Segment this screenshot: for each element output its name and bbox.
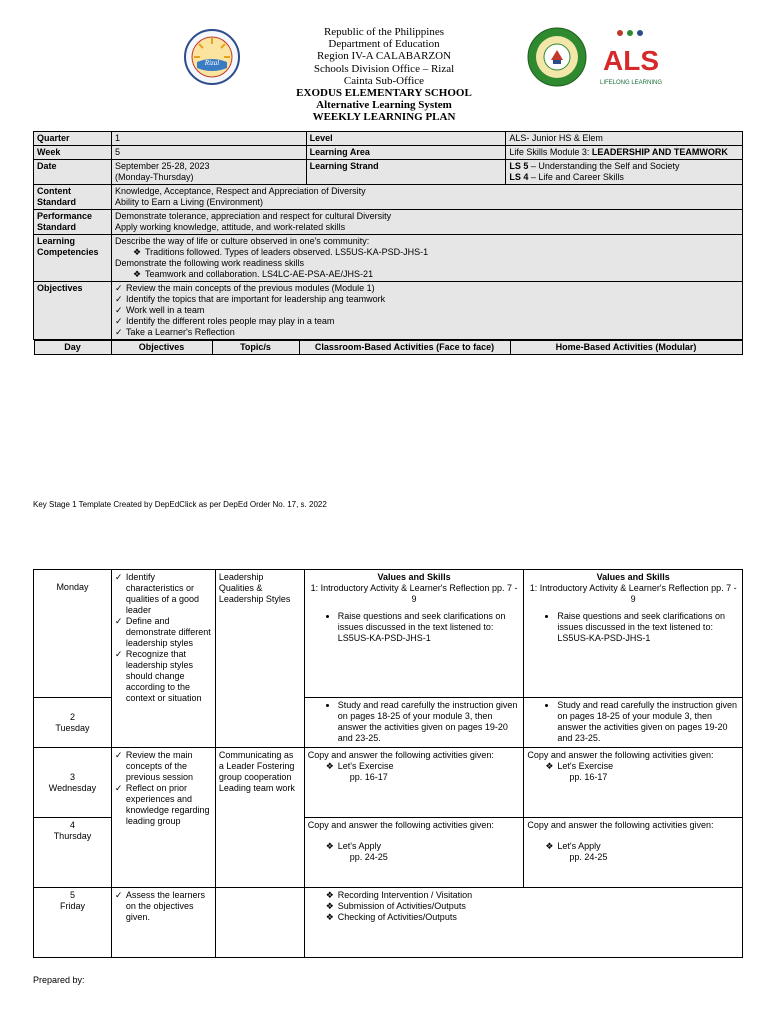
strand-code: LS 5 — [509, 161, 529, 171]
content-standard-row — [34, 185, 743, 210]
objectives-value — [111, 282, 742, 340]
col-topics: Topic/s — [212, 341, 299, 355]
quarter-label: Quarter — [34, 132, 112, 146]
schedule-header-wrap — [34, 340, 743, 356]
day-wednesday — [34, 748, 112, 818]
objective-item: ✓ Take a Learner's Reflection — [115, 327, 739, 338]
area-value — [506, 146, 743, 160]
objectives-list — [115, 890, 212, 923]
activity-title: Values and Skills — [596, 572, 670, 582]
weekly-plan-info-table — [33, 131, 743, 355]
wednesday-classroom — [304, 748, 524, 818]
activity-item: ❖ Checking of Activities/Outputs — [326, 912, 739, 923]
wednesday-thursday-topic: Communicating as a Leader Fostering group cooperation Leading team work — [215, 748, 304, 888]
objective-item: ✓ Recognize that leadership styles should change according to the context or situation — [115, 649, 212, 704]
wednesday-row — [34, 748, 743, 818]
strand-text: – Life and Career Skills — [528, 172, 624, 182]
competency-sublist — [115, 269, 739, 280]
header-line: Republic of the Philippines — [323, 26, 445, 38]
tuesday-home — [524, 698, 743, 748]
seal-text: Rizal — [204, 59, 220, 67]
schedule-header-row — [34, 340, 743, 356]
date-label: Date — [34, 160, 112, 185]
day-number: 4 — [69, 820, 75, 830]
objectives-list — [115, 572, 212, 704]
objectives-label: Objectives — [34, 282, 112, 340]
day-thursday — [34, 818, 112, 888]
content-standard-line: Ability to Earn a Living (Environment) — [114, 197, 264, 207]
level-value: ALS- Junior HS & Elem — [506, 132, 743, 146]
day-label: Wednesday — [48, 782, 97, 793]
day-friday — [34, 888, 112, 958]
activity-subtitle: 1: Introductory Activity & Learner's Reflection pp. 7 - 9 — [310, 583, 518, 604]
monday-classroom — [304, 570, 524, 698]
objective-item: ✓ Identify characteristics or qualities of a good leader — [115, 572, 212, 616]
program-name: Alternative Learning System — [316, 99, 452, 112]
activity-item: ❖ Submission of Activities/Outputs — [326, 901, 739, 912]
week-label: Week — [34, 146, 112, 160]
objective-item: ✓ Assess the learners on the objectives given. — [115, 890, 212, 923]
day-tuesday — [34, 698, 112, 748]
quarter-value: 1 — [111, 132, 306, 146]
friday-topic — [215, 888, 304, 958]
activity-list — [308, 761, 521, 772]
area-label: Learning Area — [306, 146, 506, 160]
performance-standard-value — [111, 210, 742, 235]
activity-pages: pp. 16-17 — [569, 772, 608, 782]
als-logo — [600, 26, 662, 88]
als-logo-caption: LIFELONG LEARNING — [600, 80, 662, 86]
activity-item: ❖ Recording Intervention / Visitation — [326, 890, 739, 901]
col-day: Day — [34, 341, 111, 355]
performance-standard-line: Apply working knowledge, attitude, and work-related skills — [114, 222, 346, 232]
als-logo-text: ALS — [603, 45, 659, 76]
header-line: Schools Division Office – Rizal — [313, 62, 455, 75]
activity-instruction: Copy and answer the following activities given: — [307, 820, 494, 830]
objective-item: ✓ Review the main concepts of the previous session — [115, 750, 212, 783]
activity-list — [527, 841, 739, 852]
content-standard-value — [111, 185, 742, 210]
plan-title: WEEKLY LEARNING PLAN — [312, 111, 456, 124]
activity-item: ❖ Let's Exercise — [326, 761, 521, 772]
objectives-row — [34, 282, 743, 340]
content-standard-label: Content Standard — [34, 185, 112, 210]
activity-instruction: Copy and answer the following activities given: — [307, 750, 494, 760]
header-text — [250, 26, 518, 124]
friday-activities — [304, 888, 742, 958]
strand-label: Learning Strand — [306, 160, 506, 185]
activity-item: • Study and read carefully the instruction given on pages 18-25 of your module 3, then answer the activities given on pages 19-20 and 23-25. — [557, 700, 739, 744]
friday-objectives — [111, 888, 215, 958]
activity-instruction: Copy and answer the following activities given: — [527, 750, 714, 760]
day-number: 5 — [69, 890, 75, 900]
activity-title: Values and Skills — [377, 572, 451, 582]
week-value: 5 — [111, 146, 306, 160]
competencies-label: Learning Competencies — [34, 235, 112, 282]
objective-item: ✓ Define and demonstrate different leadership styles — [115, 616, 212, 649]
monday-tuesday-topic: Leadership Qualities & Leadership Styles — [215, 570, 304, 748]
tuesday-classroom — [304, 698, 524, 748]
activity-pages: pp. 24-25 — [569, 852, 608, 862]
activity-item: • Raise questions and seek clarifications on issues discussed in the text listened to: LS5US-KA-PSD-JHS-1 — [338, 611, 521, 644]
competency-item: ❖ Teamwork and collaboration. LS4LC-AE-PSA-AE/JHS-21 — [133, 269, 739, 280]
competency-sublist — [115, 247, 739, 258]
rizal-seal-logo — [183, 28, 241, 86]
activity-instruction: Copy and answer the following activities given: — [527, 820, 714, 830]
date-line: (Monday-Thursday) — [114, 172, 194, 182]
day-label: Monday — [56, 582, 89, 592]
area-title: LEADERSHIP AND TEAMWORK — [591, 147, 728, 157]
wednesday-home — [524, 748, 743, 818]
activity-list — [527, 761, 739, 772]
prepared-by: Prepared by: — [33, 975, 85, 985]
competency-line: Demonstrate the following work readiness skills — [114, 258, 305, 268]
header-line: Region IV-A CALABARZON — [316, 50, 452, 63]
performance-standard-label: Performance Standard — [34, 210, 112, 235]
strand-text: – Understanding the Self and Society — [528, 161, 680, 171]
activity-pages: pp. 24-25 — [349, 852, 388, 862]
performance-standard-line: Demonstrate tolerance, appreciation and respect for cultural Diversity — [114, 211, 392, 221]
day-number: 3 — [69, 771, 75, 782]
strand-line — [509, 172, 739, 183]
activity-list — [308, 611, 521, 644]
strand-line — [509, 161, 739, 172]
thursday-classroom — [304, 818, 524, 888]
day-monday — [34, 570, 112, 698]
col-objectives: Objectives — [111, 341, 212, 355]
day-label: Tuesday — [55, 722, 90, 733]
activity-pages: pp. 16-17 — [349, 772, 388, 782]
date-row — [34, 160, 743, 185]
performance-standard-row — [34, 210, 743, 235]
header-line: Cainta Sub-Office — [343, 74, 425, 87]
area-prefix: Life Skills Module 3: — [509, 147, 592, 157]
activity-subtitle: 1: Introductory Activity & Learner's Reflection pp. 7 - 9 — [529, 583, 737, 604]
monday-tuesday-objectives — [111, 570, 215, 748]
friday-row — [34, 888, 743, 958]
day-label: Friday — [59, 901, 85, 911]
template-note: Key Stage 1 Template Created by DepEdClick as per DepEd Order No. 17, s. 2022 — [33, 500, 327, 509]
objective-item: ✓ Review the main concepts of the previous modules (Module 1) — [115, 283, 739, 294]
school-seal-logo — [526, 26, 588, 88]
date-value — [111, 160, 306, 185]
schedule-header — [34, 340, 743, 355]
competency-line: Describe the way of life or culture observed in one's community: — [114, 236, 370, 246]
activity-list — [308, 841, 521, 852]
objective-item: ✓ Identify the different roles people may play in a team — [115, 316, 739, 327]
objective-item: ✓ Identify the topics that are important for leadership ang teamwork — [115, 294, 739, 305]
strand-code: LS 4 — [509, 172, 529, 182]
competencies-row — [34, 235, 743, 282]
activity-list — [308, 890, 739, 923]
strand-value — [506, 160, 743, 185]
date-line: September 25-28, 2023 — [114, 161, 210, 171]
activity-item: ❖ Let's Exercise — [545, 761, 739, 772]
activity-list — [527, 611, 739, 644]
quarter-row — [34, 132, 743, 146]
daily-activities-table — [33, 569, 743, 958]
col-home: Home-Based Activities (Modular) — [510, 341, 742, 355]
activity-item: • Raise questions and seek clarifications on issues discussed in the text listened to: LS5US-KA-PSD-JHS-1 — [557, 611, 739, 644]
monday-home — [524, 570, 743, 698]
monday-row — [34, 570, 743, 698]
week-row — [34, 146, 743, 160]
day-number: 2 — [69, 711, 75, 722]
objective-item: ✓ Work well in a team — [115, 305, 739, 316]
content-standard-line: Knowledge, Acceptance, Respect and Appreciation of Diversity — [114, 186, 366, 196]
competency-item: ❖ Traditions followed. Types of leaders observed. LS5US-KA-PSD-JHS-1 — [133, 247, 739, 258]
header-line: Department of Education — [328, 38, 440, 51]
col-classroom: Classroom-Based Activities (Face to face) — [299, 341, 510, 355]
activity-item: ❖ Let's Apply — [545, 841, 739, 852]
competencies-value — [111, 235, 742, 282]
activity-item: ❖ Let's Apply — [326, 841, 521, 852]
activity-list — [308, 700, 521, 744]
activity-list — [527, 700, 739, 744]
level-label: Level — [306, 132, 506, 146]
objectives-list — [115, 283, 739, 338]
activity-item: • Study and read carefully the instruction given on pages 18-25 of your module 3, then answer the activities given on pages 19-20 and 23-25. — [338, 700, 521, 744]
thursday-home — [524, 818, 743, 888]
objectives-list — [115, 750, 212, 827]
day-label: Thursday — [53, 831, 92, 841]
objective-item: ✓ Reflect on prior experiences and knowledge regarding leading group — [115, 783, 212, 827]
document-header — [0, 26, 768, 132]
school-name: EXODUS ELEMENTARY SCHOOL — [296, 87, 472, 100]
wednesday-thursday-objectives — [111, 748, 215, 888]
